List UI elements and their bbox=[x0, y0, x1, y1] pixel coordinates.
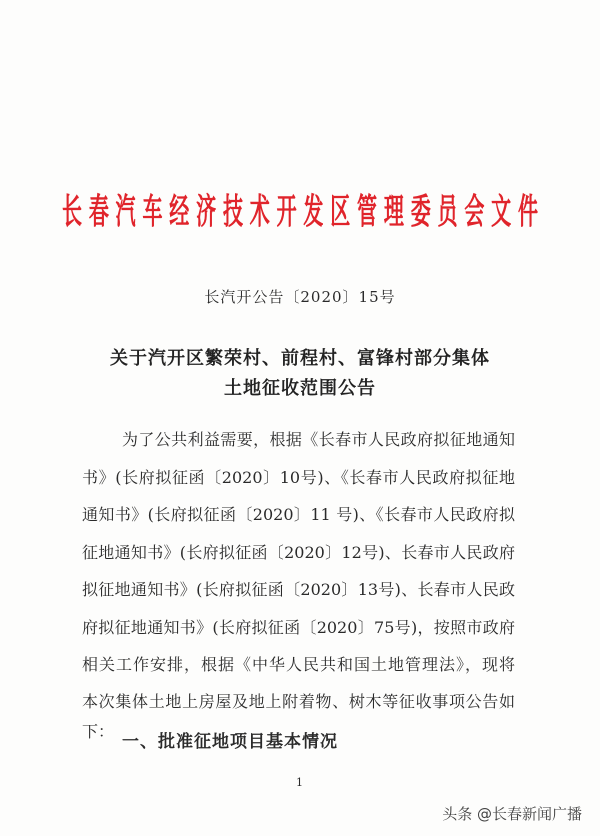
heading-line-1: 关于汽开区繁荣村、前程村、富锋村部分集体 bbox=[110, 348, 490, 369]
body-line: 下： bbox=[82, 722, 115, 741]
watermark: 头条 @长春新闻广播 bbox=[442, 805, 582, 823]
body-line: 为了公共利益需要，根据《长春市人民政府拟征地通知 bbox=[122, 430, 515, 449]
body-line: 征地通知书》(长府拟征函〔2020〕12号)、长春市人民政府 bbox=[82, 543, 515, 562]
issuer-title: 长春汽车经济技术开发区管理委员会文件 bbox=[62, 190, 538, 232]
body-line: 府拟征地通知书》(长府拟征函〔2020〕75号)，按照市政府 bbox=[82, 618, 515, 637]
section-heading: 一、批准征地项目基本情况 bbox=[122, 732, 338, 752]
body-line: 书》(长府拟征函〔2020〕10号)、《长春市人民政府拟征地 bbox=[82, 468, 515, 487]
body-line: 相关工作安排，根据《中华人民共和国土地管理法》，现将 bbox=[82, 655, 515, 674]
heading-line-2: 土地征收范围公告 bbox=[224, 378, 376, 399]
body-line: 本次集体土地上房屋及地上附着物、树木等征收事项公告如 bbox=[82, 692, 515, 711]
body-line: 通知书》(长府拟征函〔2020〕11 号)、《长春市人民政府拟 bbox=[82, 505, 515, 524]
body-line: 拟征地通知书》(长府拟征函〔2020〕13号)、长春市人民政 bbox=[82, 580, 515, 599]
document-number: 长汽开公告〔2020〕15号 bbox=[204, 288, 396, 306]
page-number: 1 bbox=[296, 776, 303, 789]
